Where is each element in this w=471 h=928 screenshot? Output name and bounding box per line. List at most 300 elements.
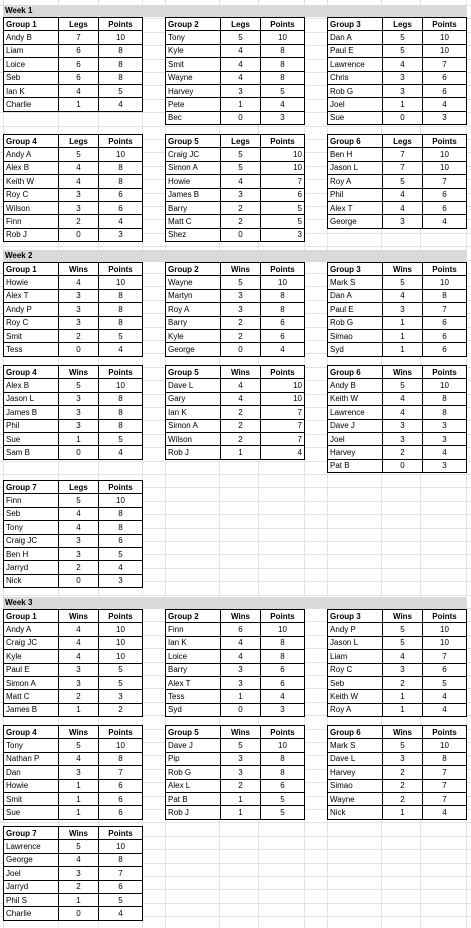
player-name[interactable]: Dave J (328, 419, 383, 432)
player-name[interactable]: Roy C (4, 188, 59, 201)
points-cell[interactable]: 10 (261, 276, 305, 289)
group-name[interactable]: Group 7 (4, 827, 59, 840)
player-name[interactable]: Howie (166, 175, 221, 188)
points-cell[interactable]: 8 (99, 58, 143, 71)
score-cell[interactable]: 7 (383, 161, 423, 174)
points-cell[interactable]: 7 (261, 432, 305, 445)
points-cell[interactable]: 5 (99, 893, 143, 906)
points-cell[interactable]: 3 (99, 574, 143, 587)
points-cell[interactable]: 3 (423, 459, 467, 472)
score-cell[interactable]: 4 (383, 650, 423, 663)
points-cell[interactable]: 10 (99, 739, 143, 752)
score-cell[interactable]: 1 (383, 703, 423, 716)
player-name[interactable]: Jarryd (4, 880, 59, 893)
points-cell[interactable]: 10 (423, 148, 467, 161)
points-cell[interactable]: 7 (423, 779, 467, 792)
score-cell[interactable]: 5 (383, 44, 423, 57)
column-label-points[interactable]: Points (423, 366, 467, 379)
score-cell[interactable]: 5 (383, 31, 423, 44)
player-name[interactable]: Sam B (4, 446, 59, 459)
score-cell[interactable]: 3 (59, 534, 99, 547)
score-cell[interactable]: 2 (221, 432, 261, 445)
player-name[interactable]: Tony (4, 521, 59, 534)
player-name[interactable]: Harvey (166, 84, 221, 97)
points-cell[interactable]: 8 (99, 303, 143, 316)
column-label-points[interactable]: Points (99, 726, 143, 739)
score-cell[interactable]: 5 (59, 379, 99, 392)
score-cell[interactable]: 3 (59, 867, 99, 880)
points-cell[interactable]: 8 (99, 316, 143, 329)
column-label-score[interactable]: Legs (59, 481, 99, 494)
score-cell[interactable]: 4 (59, 276, 99, 289)
points-cell[interactable]: 4 (99, 446, 143, 459)
points-cell[interactable]: 8 (99, 752, 143, 765)
points-cell[interactable]: 2 (99, 703, 143, 716)
player-name[interactable]: Roy C (328, 663, 383, 676)
player-name[interactable]: Andy P (328, 623, 383, 636)
score-cell[interactable]: 1 (383, 329, 423, 342)
score-cell[interactable]: 3 (59, 676, 99, 689)
score-cell[interactable]: 5 (383, 276, 423, 289)
points-cell[interactable]: 6 (99, 201, 143, 214)
player-name[interactable]: Jason L (4, 392, 59, 405)
score-cell[interactable]: 1 (59, 806, 99, 819)
group-name[interactable]: Group 3 (328, 18, 383, 31)
player-name[interactable]: James B (4, 406, 59, 419)
points-cell[interactable]: 10 (261, 379, 305, 392)
player-name[interactable]: Howie (4, 276, 59, 289)
points-cell[interactable]: 8 (99, 71, 143, 84)
score-cell[interactable]: 5 (221, 739, 261, 752)
player-name[interactable]: Tony (166, 31, 221, 44)
points-cell[interactable]: 5 (99, 84, 143, 97)
score-cell[interactable]: 6 (59, 44, 99, 57)
score-cell[interactable]: 0 (59, 574, 99, 587)
column-label-score[interactable]: Legs (59, 18, 99, 31)
points-cell[interactable]: 3 (99, 228, 143, 241)
column-label-score[interactable]: Wins (383, 610, 423, 623)
player-name[interactable]: Loice (166, 650, 221, 663)
player-name[interactable]: Mark S (328, 739, 383, 752)
score-cell[interactable]: 3 (59, 188, 99, 201)
group-name[interactable]: Group 3 (328, 263, 383, 276)
player-name[interactable]: Simao (328, 329, 383, 342)
points-cell[interactable]: 8 (423, 392, 467, 405)
points-cell[interactable]: 7 (99, 766, 143, 779)
score-cell[interactable]: 5 (221, 161, 261, 174)
score-cell[interactable]: 3 (59, 419, 99, 432)
player-name[interactable]: Sue (4, 806, 59, 819)
points-cell[interactable]: 10 (261, 31, 305, 44)
points-cell[interactable]: 5 (99, 432, 143, 445)
player-name[interactable]: Roy A (166, 303, 221, 316)
score-cell[interactable]: 1 (221, 98, 261, 111)
points-cell[interactable]: 6 (423, 663, 467, 676)
player-name[interactable]: Dan (4, 766, 59, 779)
score-cell[interactable]: 5 (383, 623, 423, 636)
points-cell[interactable]: 4 (261, 98, 305, 111)
player-name[interactable]: Barry (166, 663, 221, 676)
score-cell[interactable]: 2 (383, 446, 423, 459)
points-cell[interactable]: 8 (261, 44, 305, 57)
player-name[interactable]: Pat B (166, 792, 221, 805)
score-cell[interactable]: 0 (221, 228, 261, 241)
score-cell[interactable]: 2 (383, 792, 423, 805)
score-cell[interactable]: 2 (221, 201, 261, 214)
score-cell[interactable]: 5 (221, 276, 261, 289)
player-name[interactable]: Phil (4, 419, 59, 432)
points-cell[interactable]: 7 (423, 766, 467, 779)
player-name[interactable]: Chris (328, 71, 383, 84)
points-cell[interactable]: 6 (261, 316, 305, 329)
score-cell[interactable]: 2 (59, 690, 99, 703)
points-cell[interactable]: 8 (99, 507, 143, 520)
score-cell[interactable]: 6 (59, 71, 99, 84)
score-cell[interactable]: 1 (383, 316, 423, 329)
player-name[interactable]: Ian K (166, 406, 221, 419)
score-cell[interactable]: 4 (59, 161, 99, 174)
column-label-score[interactable]: Legs (383, 135, 423, 148)
player-name[interactable]: Bec (166, 111, 221, 124)
player-name[interactable]: Keith W (328, 690, 383, 703)
column-label-score[interactable]: Wins (59, 366, 99, 379)
player-name[interactable]: Phil (328, 188, 383, 201)
player-name[interactable]: Rob J (166, 806, 221, 819)
player-name[interactable]: George (328, 215, 383, 228)
points-cell[interactable]: 8 (261, 303, 305, 316)
points-cell[interactable]: 6 (423, 201, 467, 214)
points-cell[interactable]: 8 (423, 289, 467, 302)
score-cell[interactable]: 3 (59, 303, 99, 316)
points-cell[interactable]: 10 (423, 31, 467, 44)
score-cell[interactable]: 5 (383, 175, 423, 188)
column-label-points[interactable]: Points (99, 481, 143, 494)
group-name[interactable]: Group 5 (166, 366, 221, 379)
player-name[interactable]: Joel (328, 432, 383, 445)
points-cell[interactable]: 7 (423, 58, 467, 71)
score-cell[interactable]: 7 (59, 31, 99, 44)
group-name[interactable]: Group 2 (166, 18, 221, 31)
points-cell[interactable]: 10 (423, 623, 467, 636)
player-name[interactable]: Sue (328, 111, 383, 124)
player-name[interactable]: Lawrence (328, 58, 383, 71)
points-cell[interactable]: 7 (261, 175, 305, 188)
points-cell[interactable]: 7 (423, 650, 467, 663)
player-name[interactable]: Pip (166, 752, 221, 765)
player-name[interactable]: Gary (166, 392, 221, 405)
player-name[interactable]: Dave L (328, 752, 383, 765)
points-cell[interactable]: 5 (423, 676, 467, 689)
points-cell[interactable]: 6 (261, 663, 305, 676)
points-cell[interactable]: 3 (261, 703, 305, 716)
score-cell[interactable]: 4 (221, 650, 261, 663)
points-cell[interactable]: 6 (99, 806, 143, 819)
player-name[interactable]: Lawrence (328, 406, 383, 419)
score-cell[interactable]: 0 (383, 459, 423, 472)
player-name[interactable]: Smit (166, 58, 221, 71)
points-cell[interactable]: 10 (99, 148, 143, 161)
player-name[interactable]: Finn (166, 623, 221, 636)
score-cell[interactable]: 3 (221, 676, 261, 689)
points-cell[interactable]: 3 (423, 419, 467, 432)
points-cell[interactable]: 5 (99, 547, 143, 560)
score-cell[interactable]: 2 (383, 779, 423, 792)
score-cell[interactable]: 1 (59, 792, 99, 805)
column-label-points[interactable]: Points (261, 263, 305, 276)
group-name[interactable]: Group 2 (166, 610, 221, 623)
score-cell[interactable]: 2 (59, 215, 99, 228)
score-cell[interactable]: 3 (59, 201, 99, 214)
score-cell[interactable]: 2 (59, 880, 99, 893)
column-label-points[interactable]: Points (99, 827, 143, 840)
score-cell[interactable]: 4 (59, 650, 99, 663)
score-cell[interactable]: 1 (59, 703, 99, 716)
player-name[interactable]: Howie (4, 779, 59, 792)
column-label-score[interactable]: Wins (383, 366, 423, 379)
group-name[interactable]: Group 2 (166, 263, 221, 276)
score-cell[interactable]: 2 (383, 766, 423, 779)
player-name[interactable]: Simao (328, 779, 383, 792)
score-cell[interactable]: 1 (383, 98, 423, 111)
score-cell[interactable]: 4 (383, 201, 423, 214)
points-cell[interactable]: 6 (99, 188, 143, 201)
score-cell[interactable]: 2 (221, 419, 261, 432)
player-name[interactable]: Jason L (328, 636, 383, 649)
column-label-score[interactable]: Wins (383, 263, 423, 276)
points-cell[interactable]: 6 (261, 779, 305, 792)
column-label-score[interactable]: Legs (221, 135, 261, 148)
player-name[interactable]: Alex T (4, 289, 59, 302)
player-name[interactable]: Alex B (4, 161, 59, 174)
column-label-score[interactable]: Wins (59, 827, 99, 840)
player-name[interactable]: Smit (4, 329, 59, 342)
group-name[interactable]: Group 6 (328, 726, 383, 739)
player-name[interactable]: Ian K (4, 84, 59, 97)
points-cell[interactable]: 5 (261, 215, 305, 228)
points-cell[interactable]: 8 (99, 419, 143, 432)
points-cell[interactable]: 6 (261, 676, 305, 689)
player-name[interactable]: Ian K (166, 636, 221, 649)
player-name[interactable]: Ben H (328, 148, 383, 161)
points-cell[interactable]: 4 (261, 343, 305, 356)
player-name[interactable]: George (4, 853, 59, 866)
player-name[interactable]: Alex B (4, 379, 59, 392)
player-name[interactable]: Finn (4, 494, 59, 507)
column-label-score[interactable]: Legs (383, 18, 423, 31)
points-cell[interactable]: 3 (99, 690, 143, 703)
points-cell[interactable]: 5 (99, 676, 143, 689)
points-cell[interactable]: 7 (261, 406, 305, 419)
points-cell[interactable]: 10 (99, 379, 143, 392)
player-name[interactable]: Dan A (328, 289, 383, 302)
points-cell[interactable]: 8 (261, 58, 305, 71)
score-cell[interactable]: 3 (383, 432, 423, 445)
column-label-points[interactable]: Points (99, 366, 143, 379)
score-cell[interactable]: 1 (221, 446, 261, 459)
points-cell[interactable]: 10 (423, 379, 467, 392)
player-name[interactable]: Charlie (4, 907, 59, 920)
column-label-score[interactable]: Wins (59, 610, 99, 623)
score-cell[interactable]: 3 (221, 752, 261, 765)
score-cell[interactable]: 1 (59, 893, 99, 906)
score-cell[interactable]: 5 (59, 494, 99, 507)
group-name[interactable]: Group 1 (4, 263, 59, 276)
score-cell[interactable]: 5 (59, 148, 99, 161)
player-name[interactable]: Matt C (4, 690, 59, 703)
points-cell[interactable]: 10 (261, 623, 305, 636)
player-name[interactable]: Rob G (328, 84, 383, 97)
score-cell[interactable]: 0 (59, 228, 99, 241)
player-name[interactable]: Mark S (328, 276, 383, 289)
score-cell[interactable]: 5 (59, 739, 99, 752)
points-cell[interactable]: 10 (261, 148, 305, 161)
score-cell[interactable]: 1 (383, 690, 423, 703)
score-cell[interactable]: 2 (221, 329, 261, 342)
points-cell[interactable]: 8 (261, 71, 305, 84)
score-cell[interactable]: 5 (383, 379, 423, 392)
group-name[interactable]: Group 4 (4, 366, 59, 379)
player-name[interactable]: Andy B (328, 379, 383, 392)
points-cell[interactable]: 10 (99, 494, 143, 507)
points-cell[interactable]: 3 (261, 228, 305, 241)
points-cell[interactable]: 8 (99, 289, 143, 302)
player-name[interactable]: Keith W (328, 392, 383, 405)
player-name[interactable]: Matt C (166, 215, 221, 228)
points-cell[interactable]: 10 (423, 161, 467, 174)
player-name[interactable]: Dave L (166, 379, 221, 392)
score-cell[interactable]: 6 (221, 623, 261, 636)
score-cell[interactable]: 4 (59, 175, 99, 188)
player-name[interactable]: James B (4, 703, 59, 716)
group-name[interactable]: Group 5 (166, 726, 221, 739)
score-cell[interactable]: 3 (383, 303, 423, 316)
player-name[interactable]: Jason L (328, 161, 383, 174)
column-label-points[interactable]: Points (261, 18, 305, 31)
player-name[interactable]: Wilson (4, 201, 59, 214)
points-cell[interactable]: 6 (99, 534, 143, 547)
points-cell[interactable]: 8 (99, 44, 143, 57)
player-name[interactable]: Andy P (4, 303, 59, 316)
points-cell[interactable]: 10 (99, 31, 143, 44)
column-label-score[interactable]: Wins (59, 726, 99, 739)
score-cell[interactable]: 3 (59, 316, 99, 329)
column-label-points[interactable]: Points (423, 610, 467, 623)
player-name[interactable]: Jarryd (4, 561, 59, 574)
column-label-points[interactable]: Points (423, 135, 467, 148)
score-cell[interactable]: 4 (221, 379, 261, 392)
player-name[interactable]: Smit (4, 792, 59, 805)
score-cell[interactable]: 0 (221, 111, 261, 124)
player-name[interactable]: Kyle (166, 329, 221, 342)
points-cell[interactable]: 3 (423, 111, 467, 124)
points-cell[interactable]: 4 (261, 446, 305, 459)
score-cell[interactable]: 5 (221, 148, 261, 161)
player-name[interactable]: Rob G (328, 316, 383, 329)
player-name[interactable]: Rob G (166, 766, 221, 779)
player-name[interactable]: George (166, 343, 221, 356)
player-name[interactable]: Liam (328, 650, 383, 663)
score-cell[interactable]: 1 (383, 806, 423, 819)
player-name[interactable]: Syd (166, 703, 221, 716)
points-cell[interactable]: 8 (261, 766, 305, 779)
player-name[interactable]: Craig JC (4, 534, 59, 547)
score-cell[interactable]: 4 (221, 636, 261, 649)
score-cell[interactable]: 3 (221, 766, 261, 779)
points-cell[interactable]: 5 (99, 329, 143, 342)
points-cell[interactable]: 5 (99, 663, 143, 676)
column-label-points[interactable]: Points (261, 135, 305, 148)
column-label-points[interactable]: Points (423, 18, 467, 31)
player-name[interactable]: Paul E (328, 303, 383, 316)
column-label-points[interactable]: Points (99, 610, 143, 623)
score-cell[interactable]: 3 (59, 406, 99, 419)
player-name[interactable]: Tess (4, 343, 59, 356)
points-cell[interactable]: 10 (99, 276, 143, 289)
player-name[interactable]: Simon A (166, 161, 221, 174)
player-name[interactable]: Roy A (328, 175, 383, 188)
points-cell[interactable]: 10 (423, 739, 467, 752)
points-cell[interactable]: 6 (423, 343, 467, 356)
points-cell[interactable]: 8 (99, 392, 143, 405)
player-name[interactable]: Alex T (328, 201, 383, 214)
score-cell[interactable]: 1 (383, 343, 423, 356)
player-name[interactable]: Barry (166, 201, 221, 214)
player-name[interactable]: Harvey (328, 766, 383, 779)
group-name[interactable]: Group 1 (4, 18, 59, 31)
points-cell[interactable]: 6 (423, 329, 467, 342)
player-name[interactable]: Paul E (4, 663, 59, 676)
player-name[interactable]: Craig JC (166, 148, 221, 161)
player-name[interactable]: Loice (4, 58, 59, 71)
score-cell[interactable]: 4 (383, 58, 423, 71)
score-cell[interactable]: 4 (383, 392, 423, 405)
score-cell[interactable]: 4 (59, 752, 99, 765)
column-label-score[interactable]: Wins (383, 726, 423, 739)
player-name[interactable]: Nathan P (4, 752, 59, 765)
column-label-score[interactable]: Wins (59, 263, 99, 276)
player-name[interactable]: Tony (4, 739, 59, 752)
player-name[interactable]: Seb (4, 71, 59, 84)
player-name[interactable]: Ben H (4, 547, 59, 560)
score-cell[interactable]: 0 (59, 343, 99, 356)
points-cell[interactable]: 10 (99, 650, 143, 663)
score-cell[interactable]: 2 (221, 215, 261, 228)
player-name[interactable]: Kyle (166, 44, 221, 57)
points-cell[interactable]: 3 (261, 111, 305, 124)
points-cell[interactable]: 10 (261, 739, 305, 752)
score-cell[interactable]: 7 (383, 148, 423, 161)
score-cell[interactable]: 4 (59, 84, 99, 97)
column-label-points[interactable]: Points (99, 263, 143, 276)
player-name[interactable]: Barry (166, 316, 221, 329)
score-cell[interactable]: 2 (59, 561, 99, 574)
points-cell[interactable]: 4 (99, 215, 143, 228)
points-cell[interactable]: 6 (423, 71, 467, 84)
player-name[interactable]: Shez (166, 228, 221, 241)
score-cell[interactable]: 3 (59, 547, 99, 560)
player-name[interactable]: Roy A (328, 703, 383, 716)
score-cell[interactable]: 3 (383, 84, 423, 97)
player-name[interactable]: Seb (4, 507, 59, 520)
points-cell[interactable]: 4 (423, 215, 467, 228)
player-name[interactable]: Liam (4, 44, 59, 57)
player-name[interactable]: Rob J (4, 228, 59, 241)
player-name[interactable]: Sue (4, 432, 59, 445)
player-name[interactable]: Wilson (166, 432, 221, 445)
player-name[interactable]: Phil S (4, 893, 59, 906)
points-cell[interactable]: 5 (261, 792, 305, 805)
player-name[interactable]: Rob J (166, 446, 221, 459)
